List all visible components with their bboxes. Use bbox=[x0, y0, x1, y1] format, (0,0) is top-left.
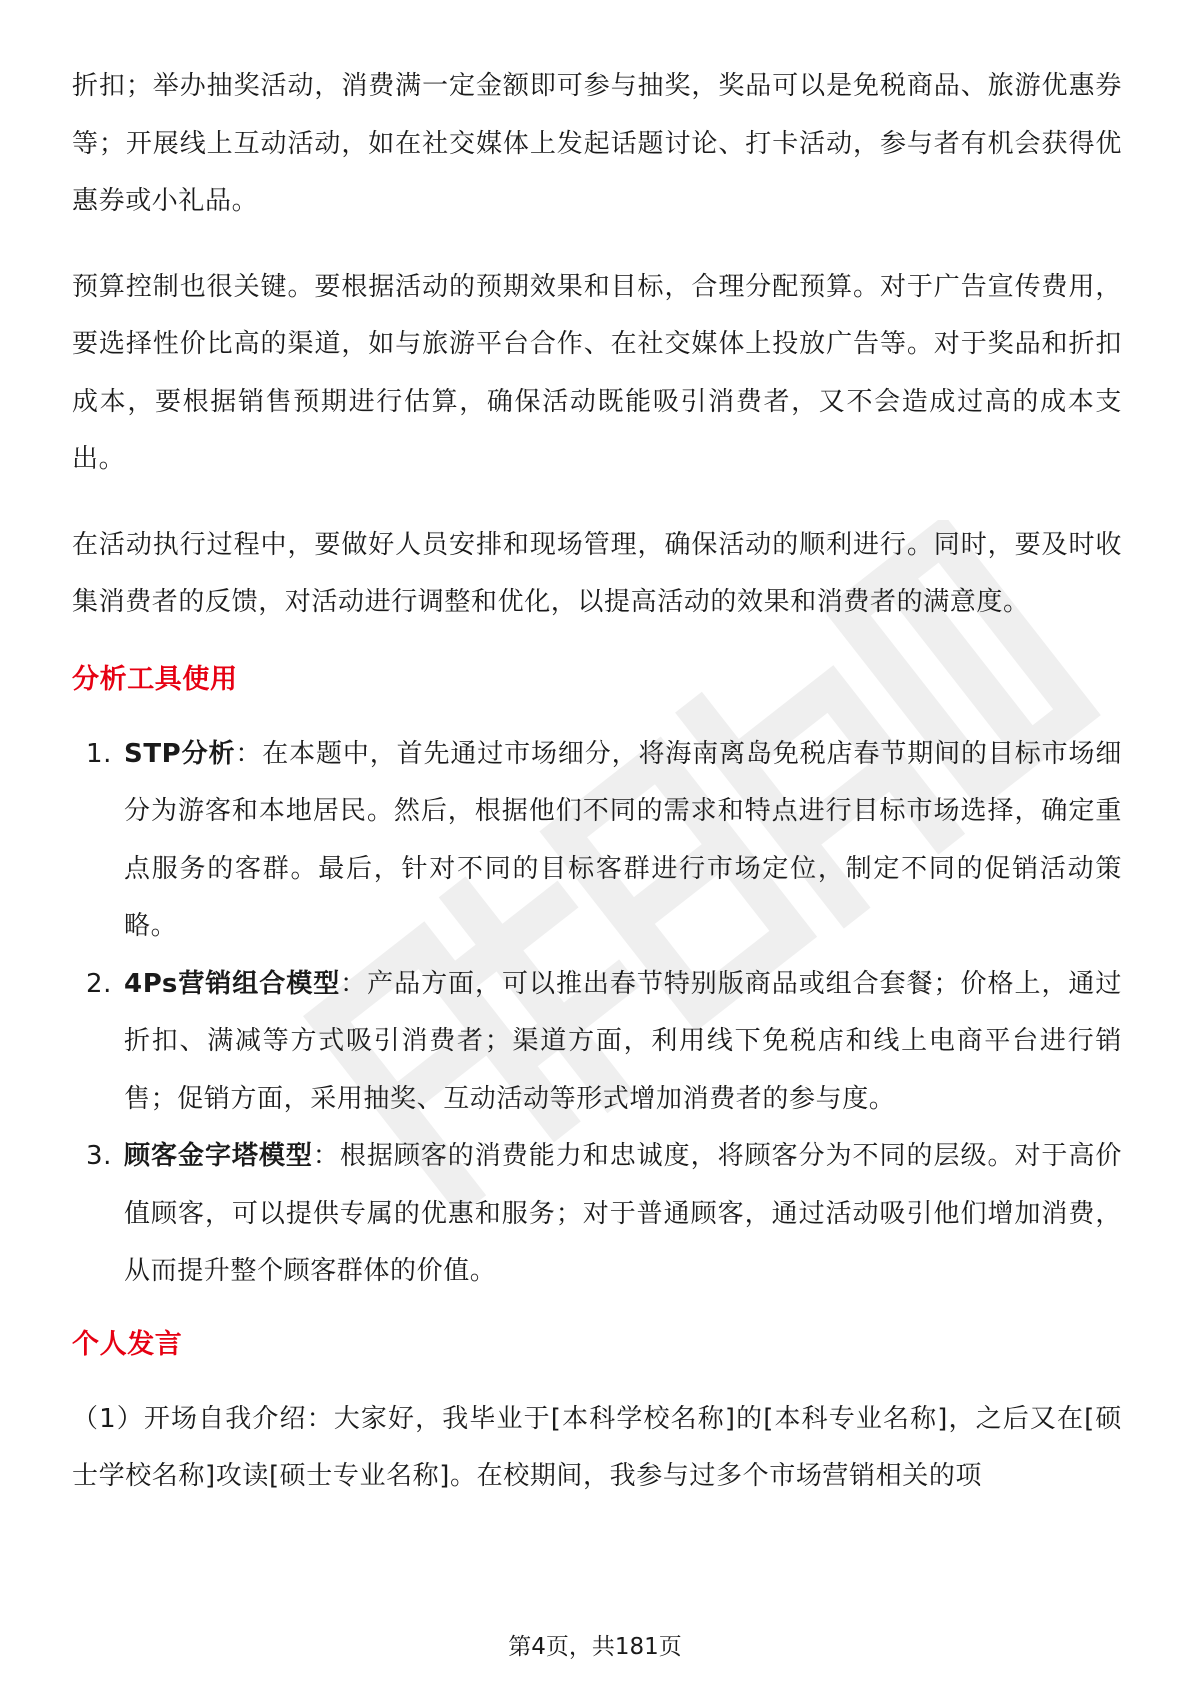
analysis-tools-list bbox=[72, 726, 1122, 1301]
list-item-4ps bbox=[72, 956, 1122, 1129]
list-number: 3. bbox=[86, 1141, 113, 1171]
section-heading-analysis-tools: 分析工具使用 bbox=[72, 663, 238, 695]
page-content bbox=[72, 58, 1122, 1506]
list-item-text: ：产品方面，可以推出春节特别版商品或组合套餐；价格上，通过折扣、满减等方式吸引消费者；渠道方面，利用线下免税店和线上电商平台进行销售；促销方面，采用抽奖、互动活动等形式增加消费者的参与度。 bbox=[124, 968, 1122, 1114]
section-heading-personal-speech: 个人发言 bbox=[72, 1328, 183, 1360]
paragraph-execution: 在活动执行过程中，要做好人员安排和现场管理，确保活动的顺利进行。同时，要及时收集消费者的反馈，对活动进行调整和优化，以提高活动的效果和消费者的满意度。 bbox=[72, 529, 1122, 617]
list-item-term: 4Ps营销组合模型 bbox=[124, 968, 341, 999]
page-number-footer: 第4页，共181页 bbox=[508, 1634, 682, 1660]
list-item-text: ：在本题中，首先通过市场细分，将海南离岛免税店春节期间的目标市场细分为游客和本地居民。然后，根据他们不同的需求和特点进行目标市场选择，确定重点服务的客群。最后，针对不同的目标客群进行市场定位，制定不同的促销活动策略。 bbox=[124, 738, 1122, 941]
list-number: 2. bbox=[86, 968, 113, 999]
list-item-text: ：根据顾客的消费能力和忠诚度，将顾客分为不同的层级。对于高价值顾客，可以提供专属的优惠和服务；对于普通顾客，通过活动吸引他们增加消费，从而提升整个顾客群体的价值。 bbox=[124, 1141, 1122, 1286]
list-number: 1. bbox=[86, 738, 113, 769]
list-item-stp bbox=[72, 726, 1122, 956]
list-item-term: STP分析 bbox=[124, 738, 236, 769]
list-item-customer-pyramid bbox=[72, 1128, 1122, 1301]
paragraph-promotions: 折扣；举办抽奖活动，消费满一定金额即可参与抽奖，奖品可以是免税商品、旅游优惠券等；开展线上互动活动，如在社交媒体上发起话题讨论、打卡活动，参与者有机会获得优惠券或小礼品。 bbox=[72, 71, 1122, 216]
paragraph-budget: 预算控制也很关键。要根据活动的预期效果和目标，合理分配预算。对于广告宣传费用，要选择性价比高的渠道，如与旅游平台合作、在社交媒体上投放广告等。对于奖品和折扣成本，要根据销售预期进行估算，确保活动既能吸引消费者，又不会造成过高的成本支出。 bbox=[72, 271, 1122, 474]
list-item-term: 顾客金字塔模型 bbox=[124, 1141, 313, 1171]
paragraph-self-introduction: （1）开场自我介绍：大家好，我毕业于[本科学校名称]的[本科专业名称]，之后又在[硕士学校名称]攻读[硕士专业名称]。在校期间，我参与过多个市场营销相关的项 bbox=[72, 1403, 1122, 1491]
